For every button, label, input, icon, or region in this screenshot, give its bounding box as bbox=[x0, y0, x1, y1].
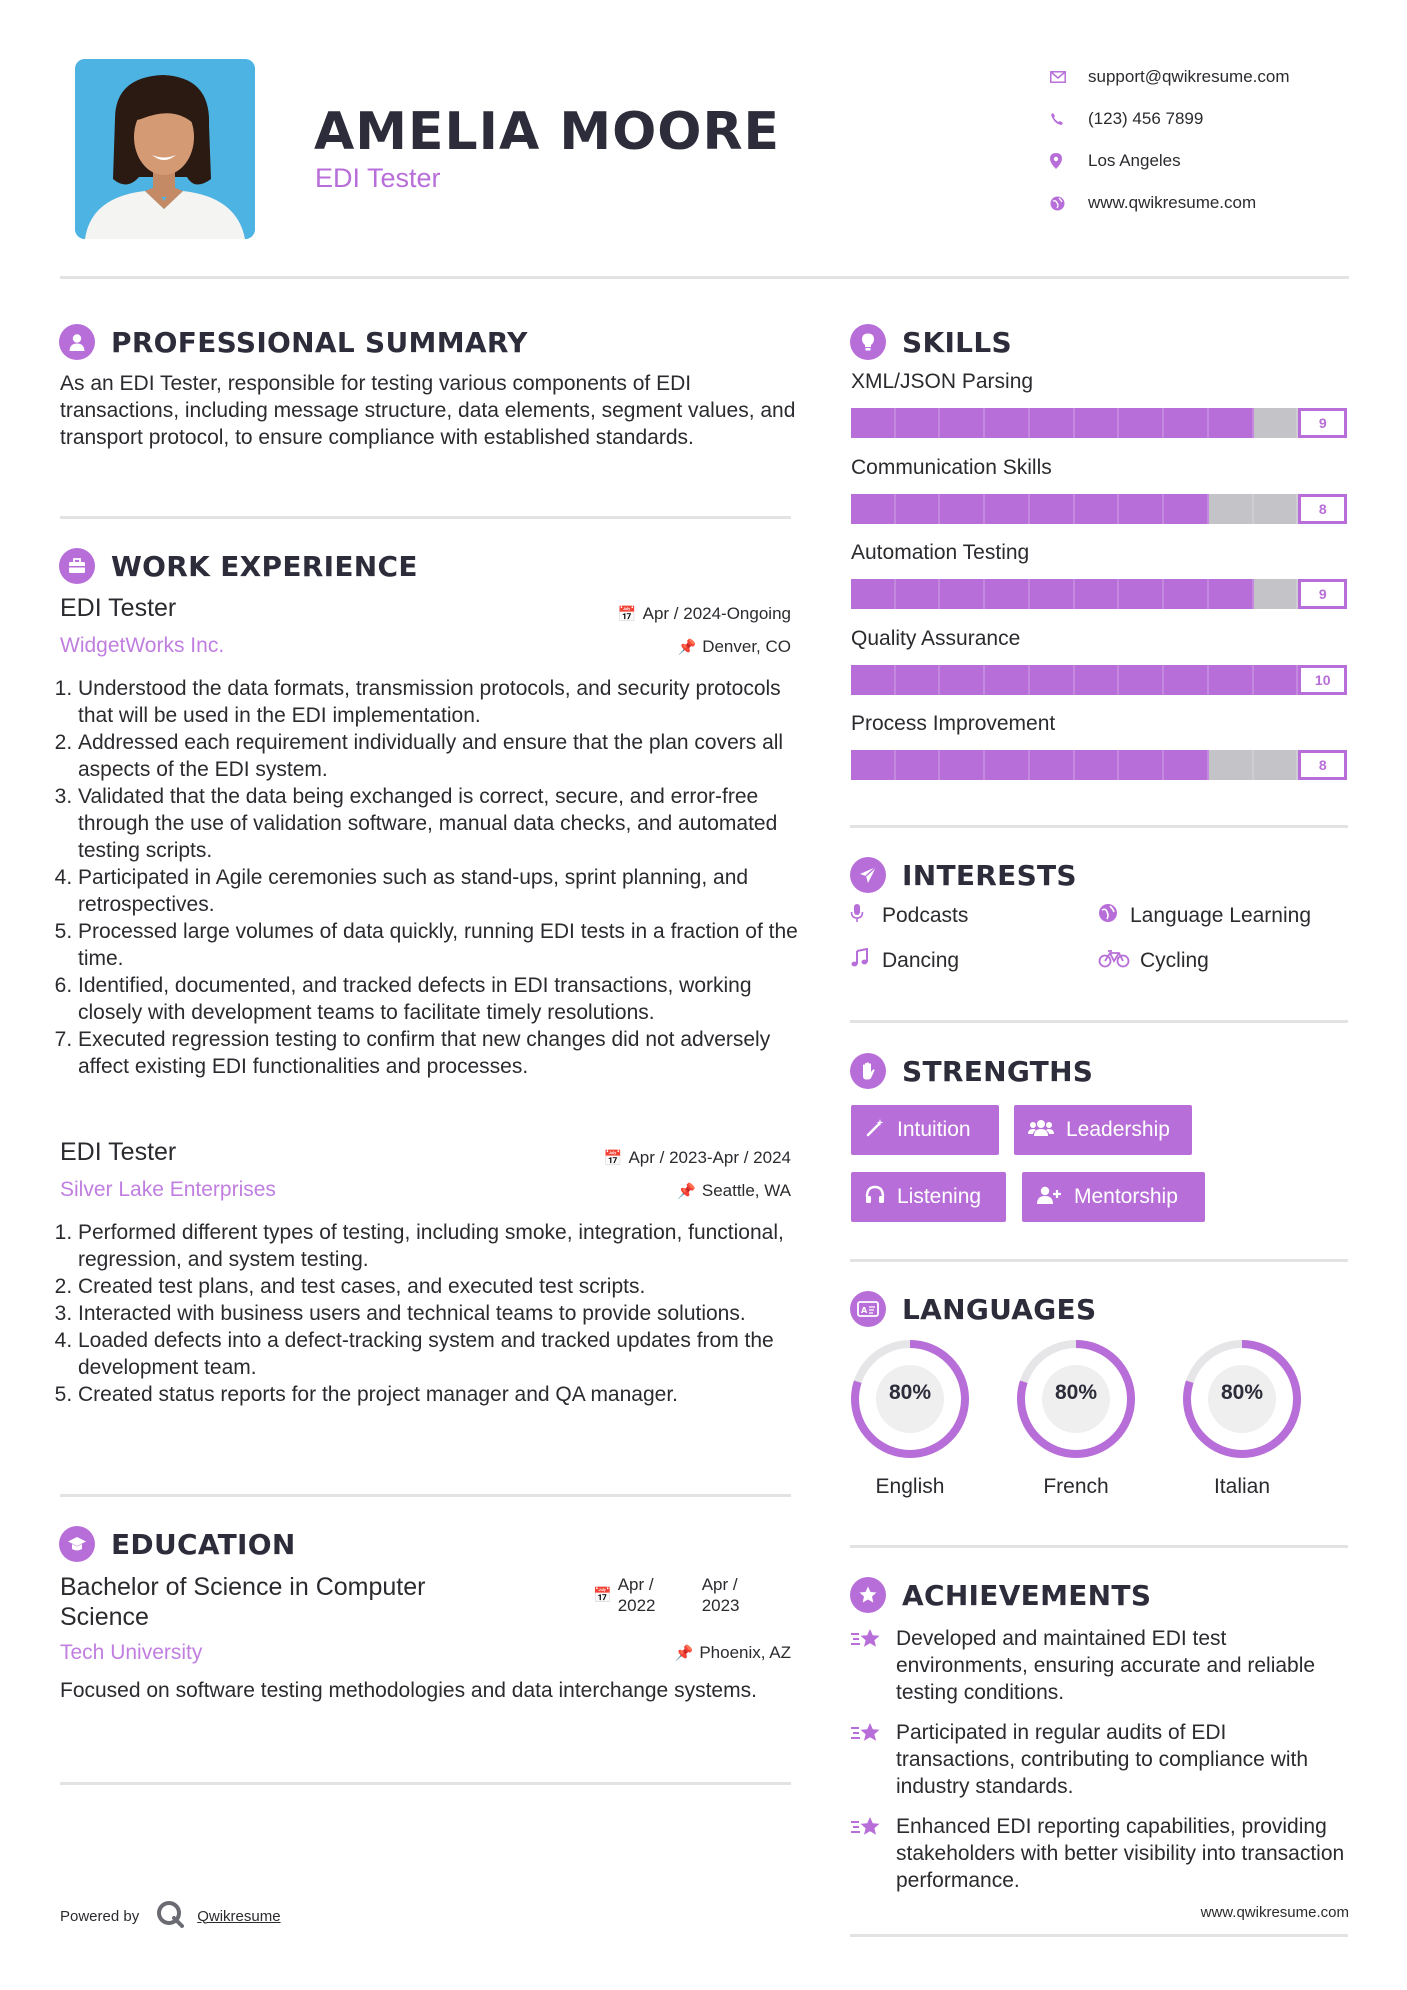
map-pin-icon bbox=[1050, 153, 1088, 169]
skill-name: XML/JSON Parsing bbox=[851, 370, 1034, 393]
shooting-star-icon bbox=[850, 1813, 896, 1894]
skill-segment bbox=[985, 408, 1030, 438]
contact-location-text: Los Angeles bbox=[1088, 151, 1181, 170]
bicycle-icon bbox=[1098, 948, 1140, 974]
job-1-company: WidgetWorks Inc. bbox=[60, 634, 225, 657]
job-2-location bbox=[677, 1181, 791, 1201]
skill-segment bbox=[896, 579, 941, 609]
skill-score: 8 bbox=[1298, 494, 1347, 524]
job-1-dates bbox=[618, 604, 791, 624]
education-end: Apr / 2023 bbox=[701, 1575, 740, 1615]
achievement-text: Developed and maintained EDI test environments, ensuring accurate and reliable testing conditions. bbox=[896, 1627, 1316, 1704]
pushpin-icon: 📌 bbox=[674, 1645, 694, 1662]
magic-wand-icon bbox=[865, 1118, 885, 1143]
education-start: Apr / 2022 bbox=[617, 1575, 656, 1615]
skill-segment bbox=[1164, 665, 1209, 695]
list-item: 3. Validated that the data being exchanged is correct, secure, and error-free through the use of validation software, manual data checks, and automated testing scripts. bbox=[78, 783, 799, 864]
lightbulb-icon bbox=[850, 324, 886, 360]
list-item: 4. Participated in Agile ceremonies such as stand-ups, sprint planning, and retrospectives. bbox=[78, 864, 799, 918]
skill-segment bbox=[1254, 494, 1299, 524]
strength-label: Intuition bbox=[897, 1118, 971, 1141]
hand-icon bbox=[850, 1053, 886, 1089]
list-item: 1. Understood the data formats, transmission protocols, and security protocols that will be used in the EDI implementation. bbox=[78, 675, 799, 729]
achievements-title: ACHIEVEMENTS bbox=[902, 1578, 1152, 1612]
skill-segment bbox=[985, 750, 1030, 780]
microphone-icon bbox=[850, 903, 882, 929]
powered-by-label: Powered by bbox=[60, 1907, 140, 1925]
skill-segment bbox=[1209, 494, 1254, 524]
education-school: Tech University bbox=[60, 1641, 203, 1664]
headphones-icon bbox=[865, 1185, 885, 1210]
skill-segment bbox=[1075, 494, 1120, 524]
strength-label: Mentorship bbox=[1074, 1185, 1178, 1208]
strength-chip-mentorship bbox=[1022, 1172, 1205, 1222]
skill-segment bbox=[1075, 408, 1120, 438]
strength-chip-intuition bbox=[851, 1105, 999, 1155]
user-plus-icon bbox=[1036, 1185, 1062, 1210]
skill-segment bbox=[851, 665, 896, 695]
languages-heading bbox=[850, 1291, 1096, 1327]
language-name: Italian bbox=[1213, 1475, 1271, 1498]
skill-segment bbox=[1209, 665, 1254, 695]
interest-podcasts bbox=[850, 903, 968, 929]
skill-score: 10 bbox=[1298, 665, 1347, 695]
experience-divider bbox=[60, 1494, 791, 1497]
job-1-dates-text: Apr / 2024-Ongoing bbox=[642, 604, 791, 623]
skill-rating-bar bbox=[851, 750, 1347, 780]
contact-phone[interactable] bbox=[1050, 98, 1370, 140]
skill-segment bbox=[1164, 750, 1209, 780]
language-name: French bbox=[1043, 1475, 1109, 1498]
language-item bbox=[1014, 1337, 1138, 1499]
interests-heading bbox=[850, 857, 1077, 893]
skill-name: Automation Testing bbox=[851, 541, 1030, 564]
strength-label: Listening bbox=[897, 1185, 982, 1208]
interest-label: Dancing bbox=[882, 949, 960, 972]
list-item: 2. Addressed each requirement individually and ensure that the plan covers all aspects of the EDI system. bbox=[78, 729, 799, 783]
job-2-location-text: Seattle, WA bbox=[701, 1181, 791, 1200]
skills-title: SKILLS bbox=[902, 325, 1012, 359]
skill-segment bbox=[1075, 750, 1120, 780]
skill-segment bbox=[1164, 408, 1209, 438]
skill-segment bbox=[985, 665, 1030, 695]
globe-icon bbox=[1098, 903, 1130, 929]
language-item bbox=[1180, 1337, 1304, 1499]
skill-segment bbox=[896, 408, 941, 438]
header-divider bbox=[60, 276, 1349, 279]
skill-segment bbox=[940, 408, 985, 438]
qwikresume-link[interactable]: Qwikresume bbox=[197, 1907, 281, 1925]
skill-name: Quality Assurance bbox=[851, 626, 1021, 650]
language-card-icon bbox=[850, 1291, 886, 1327]
star-badge-icon bbox=[850, 1577, 886, 1613]
skills-divider bbox=[850, 825, 1348, 828]
list-item: 7. Executed regression testing to confirm that new changes did not adversely affect existing EDI functionalities and processes. bbox=[78, 1026, 799, 1080]
job-1-responsibilities bbox=[59, 675, 799, 1080]
strength-chip-listening bbox=[851, 1172, 1006, 1222]
job-2-dates-text: Apr / 2023-Apr / 2024 bbox=[628, 1148, 791, 1167]
achievement-text: Enhanced EDI reporting capabilities, providing stakeholders with better visibility into transaction performance. bbox=[896, 1815, 1345, 1892]
skill-segment bbox=[1254, 579, 1299, 609]
skill-segment bbox=[896, 665, 941, 695]
summary-title: PROFESSIONAL SUMMARY bbox=[111, 325, 528, 359]
job-2-dates bbox=[604, 1148, 791, 1168]
skill-segment bbox=[940, 750, 985, 780]
music-note-icon bbox=[850, 948, 882, 974]
envelope-icon bbox=[1050, 71, 1088, 83]
skill-segment bbox=[1119, 579, 1164, 609]
qwikresume-logo-icon bbox=[155, 1899, 185, 1933]
language-item bbox=[848, 1337, 972, 1499]
achievements-heading bbox=[850, 1577, 1151, 1613]
job-2-company: Silver Lake Enterprises bbox=[60, 1178, 276, 1201]
skill-segment bbox=[1030, 579, 1075, 609]
briefcase-icon bbox=[59, 548, 95, 584]
interest-language-learning bbox=[1098, 903, 1311, 929]
job-2-responsibilities bbox=[59, 1219, 799, 1408]
job-1-location-text: Denver, CO bbox=[702, 637, 791, 656]
summary-divider bbox=[60, 516, 791, 519]
list-item: 5. Created status reports for the project manager and QA manager. bbox=[78, 1381, 799, 1408]
interest-dancing bbox=[850, 948, 959, 974]
skill-segment bbox=[940, 494, 985, 524]
strengths-heading bbox=[850, 1053, 1093, 1089]
education-divider bbox=[60, 1782, 791, 1785]
summary-heading bbox=[59, 324, 528, 360]
skill-name: Process Improvement bbox=[851, 712, 1056, 735]
job-2-title: EDI Tester bbox=[60, 1138, 177, 1166]
skill-segment bbox=[1209, 408, 1254, 438]
interest-label: Cycling bbox=[1140, 949, 1209, 972]
skill-segment bbox=[896, 750, 941, 780]
list-item: 1. Performed different types of testing, including smoke, integration, functional, regression, and system testing. bbox=[78, 1219, 799, 1273]
calendar-icon: 📅 bbox=[617, 606, 637, 623]
skill-segment bbox=[896, 494, 941, 524]
interest-cycling bbox=[1098, 948, 1209, 974]
strengths-title: STRENGTHS bbox=[902, 1054, 1094, 1088]
skill-segment bbox=[1209, 750, 1254, 780]
powered-by bbox=[60, 1899, 281, 1933]
achievement-item bbox=[850, 1625, 1350, 1706]
skill-segment bbox=[1030, 665, 1075, 695]
interests-divider bbox=[850, 1020, 1348, 1023]
languages-title: LANGUAGES bbox=[902, 1292, 1097, 1326]
job-1-location bbox=[678, 637, 792, 657]
svg-text:A: A bbox=[861, 1306, 868, 1315]
skill-segment bbox=[1254, 665, 1299, 695]
skill-segment bbox=[1164, 494, 1209, 524]
language-name: English bbox=[875, 1475, 945, 1498]
skill-segment bbox=[940, 665, 985, 695]
contact-website[interactable] bbox=[1050, 182, 1370, 224]
language-percent: 80% bbox=[1054, 1381, 1098, 1404]
globe-icon bbox=[1050, 196, 1088, 211]
skill-segment bbox=[1254, 408, 1299, 438]
skill-score: 8 bbox=[1298, 750, 1347, 780]
list-item: 3. Interacted with business users and technical teams to provide solutions. bbox=[78, 1300, 799, 1327]
skill-segment bbox=[1209, 579, 1254, 609]
interest-label: Language Learning bbox=[1130, 904, 1312, 927]
skill-segment bbox=[940, 579, 985, 609]
shooting-star-icon bbox=[850, 1625, 896, 1706]
contact-location bbox=[1050, 140, 1370, 182]
paper-plane-icon bbox=[850, 857, 886, 893]
skill-segment bbox=[1075, 665, 1120, 695]
skill-segment bbox=[985, 579, 1030, 609]
skills-heading bbox=[850, 324, 1012, 360]
calendar-icon: 📅 bbox=[603, 1150, 623, 1167]
contact-phone-text: (123) 456 7899 bbox=[1088, 109, 1204, 128]
calendar-icon: 📅 bbox=[593, 1587, 612, 1604]
education-location bbox=[675, 1643, 791, 1663]
skill-score: 9 bbox=[1298, 579, 1347, 609]
education-heading bbox=[59, 1526, 296, 1562]
skill-rating-bar bbox=[851, 494, 1347, 524]
skill-segment bbox=[1030, 408, 1075, 438]
phone-icon bbox=[1050, 112, 1088, 126]
skill-segment bbox=[985, 494, 1030, 524]
list-item: 6. Identified, documented, and tracked defects in EDI transactions, working closely with development teams to facilitate timely resolutions. bbox=[78, 972, 799, 1026]
skill-segment bbox=[1119, 665, 1164, 695]
list-item: 5. Processed large volumes of data quickly, running EDI tests in a fraction of the time. bbox=[78, 918, 799, 972]
list-item: 4. Loaded defects into a defect-tracking system and tracked updates from the development team. bbox=[78, 1327, 799, 1381]
pushpin-icon: 📌 bbox=[677, 639, 697, 656]
users-icon bbox=[1028, 1118, 1054, 1143]
education-description: Focused on software testing methodologies and data interchange systems. bbox=[60, 1679, 757, 1702]
achievement-text: Participated in regular audits of EDI transactions, contributing to compliance with industry standards. bbox=[896, 1721, 1309, 1798]
skill-segment bbox=[851, 494, 896, 524]
language-percent: 80% bbox=[888, 1381, 932, 1404]
skill-segment bbox=[1254, 750, 1299, 780]
pushpin-icon: 📌 bbox=[677, 1183, 696, 1200]
shooting-star-icon bbox=[850, 1719, 896, 1800]
strength-label: Leadership bbox=[1066, 1118, 1170, 1141]
footer-divider bbox=[850, 1934, 1348, 1937]
contact-list bbox=[1050, 56, 1370, 224]
languages-divider bbox=[850, 1545, 1348, 1548]
education-degree: Bachelor of Science in Computer Science bbox=[60, 1573, 426, 1631]
strength-chip-leadership bbox=[1014, 1105, 1192, 1155]
interest-label: Podcasts bbox=[882, 904, 969, 927]
achievement-item bbox=[850, 1813, 1350, 1894]
experience-heading bbox=[59, 548, 418, 584]
strengths-divider bbox=[850, 1259, 1348, 1262]
experience-title: WORK EXPERIENCE bbox=[111, 549, 418, 583]
education-dates bbox=[593, 1574, 772, 1616]
list-item: 2. Created test plans, and test cases, and executed test scripts. bbox=[78, 1273, 799, 1300]
profile-photo bbox=[75, 59, 255, 239]
skill-segment bbox=[1030, 494, 1075, 524]
candidate-name: AMELIA MOORE bbox=[314, 102, 781, 162]
skill-segment bbox=[851, 408, 896, 438]
interests-title: INTERESTS bbox=[902, 858, 1077, 892]
footer-website[interactable]: www.qwikresume.com bbox=[1200, 1904, 1349, 1921]
achievement-item bbox=[850, 1719, 1350, 1800]
skill-segment bbox=[851, 750, 896, 780]
contact-email[interactable] bbox=[1050, 56, 1370, 98]
skill-rating-bar bbox=[851, 579, 1347, 609]
candidate-role: EDI Tester bbox=[315, 163, 441, 193]
contact-website-text: www.qwikresume.com bbox=[1088, 193, 1257, 212]
skill-rating-bar bbox=[851, 665, 1347, 695]
skill-segment bbox=[1119, 494, 1164, 524]
skill-segment bbox=[1119, 750, 1164, 780]
language-percent: 80% bbox=[1220, 1381, 1264, 1404]
skill-segment bbox=[1119, 408, 1164, 438]
summary-text: As an EDI Tester, responsible for testing various components of EDI transactions, including message structure, data elements, segment values, and transport protocol, to ensure compliance with established standards. bbox=[60, 372, 796, 449]
skill-rating-bar bbox=[851, 408, 1347, 438]
skill-segment bbox=[1075, 579, 1120, 609]
education-location-text: Phoenix, AZ bbox=[699, 1643, 791, 1662]
job-1-title: EDI Tester bbox=[60, 594, 177, 622]
contact-email-text: support@qwikresume.com bbox=[1088, 67, 1290, 86]
skill-score: 9 bbox=[1298, 408, 1347, 438]
skill-segment bbox=[1164, 579, 1209, 609]
skill-segment bbox=[851, 579, 896, 609]
user-icon bbox=[59, 324, 95, 360]
skill-segment bbox=[1030, 750, 1075, 780]
graduation-icon bbox=[59, 1526, 95, 1562]
education-title: EDUCATION bbox=[111, 1527, 296, 1561]
skill-name: Communication Skills bbox=[851, 455, 1052, 479]
